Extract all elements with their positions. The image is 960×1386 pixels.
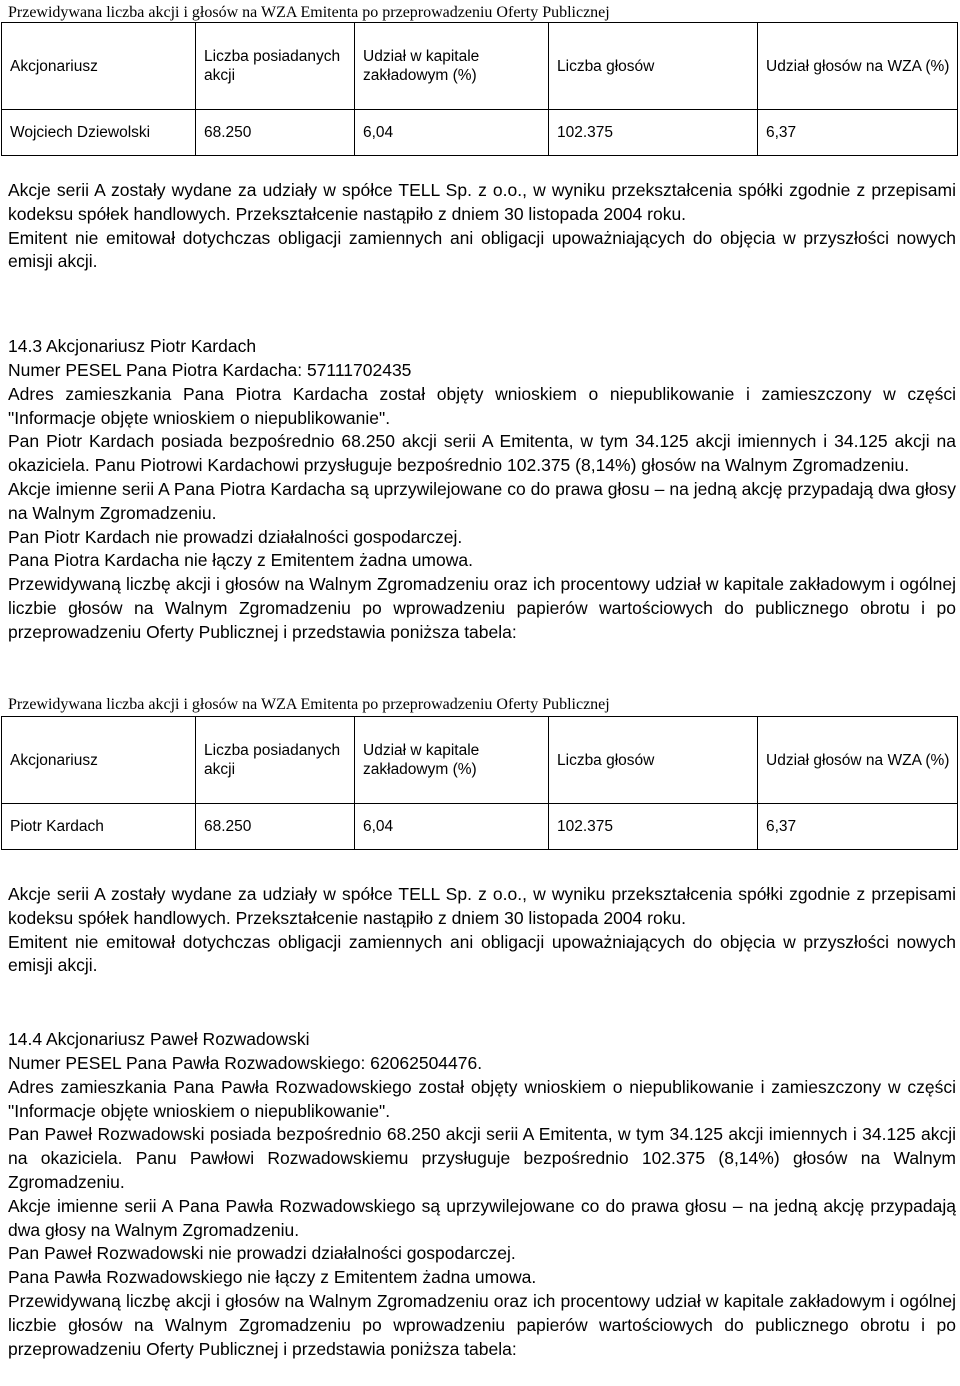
paragraph: Akcje imienne serii A Pana Pawła Rozwadowskiego są uprzywilejowane co do prawa głosu – na jedną akcję przypadają dwa głosy na Walnym Zgromadzeniu. — [8, 1195, 956, 1240]
paragraph: Akcje serii A zostały wydane za udziały w spółce TELL Sp. z o.o., w wyniku przekształcenia spółki zgodnie z przepisami kodeksu spółek handlowych. Przekształcenie nastąpiło z dniem 30 listopada 2004 roku. — [8, 884, 956, 928]
cell-capital-share: 6,04 — [355, 804, 549, 850]
paragraph: Przewidywaną liczbę akcji i głosów na Walnym Zgromadzeniu oraz ich procentowy udział w kapitale zakładowym i ogólnej liczbie głosów na Walnym Zgromadzeniu po wprowadzeniu papierów wartościowych do publicznego obrotu i po przeprowadzeniu Oferty Publicznej i przedstawia poniższa tabela: — [8, 574, 956, 642]
paragraph: Przewidywaną liczbę akcji i głosów na Walnym Zgromadzeniu oraz ich procentowy udział w kapitale zakładowym i ogólnej liczbie głosów na Walnym Zgromadzeniu po wprowadzeniu papierów wartościowych do publicznego obrotu i po przeprowadzeniu Oferty Publicznej i przedstawia poniższa tabela: — [8, 1290, 956, 1359]
header-votes: Liczba głosów — [549, 23, 758, 110]
section-heading: 14.4 Akcjonariusz Paweł Rozwadowski — [8, 1029, 310, 1049]
cell-shares: 68.250 — [196, 110, 355, 156]
cell-vote-share: 6,37 — [758, 110, 958, 156]
paragraph: Emitent nie emitował dotychczas obligacji zamiennych ani obligacji upoważniających do objęcia w przyszłości nowych emisji akcji. — [8, 931, 956, 976]
header-vote-share: Udział głosów na WZA (%) — [758, 23, 958, 110]
table-header-row — [2, 717, 958, 804]
cell-votes: 102.375 — [549, 804, 758, 850]
paragraph: Pan Paweł Rozwadowski posiada bezpośrednio 68.250 akcji serii A Emitenta, w tym 34.125 akcji imiennych i 34.125 akcji na okaziciela. Panu Pawłowi Rozwadowskiemu przysługuje bezpośrednio 102.375 (8,14%) głosów na Walnym Zgromadzeniu. — [8, 1124, 956, 1192]
header-shares: Liczba posiadanych akcji — [196, 23, 355, 110]
paragraph: Adres zamieszkania Pana Piotra Kardacha został objęty wnioskiem o niepublikowanie i zamieszczony w części "Informacje objęte wnioskiem o niepublikowanie". — [8, 383, 956, 428]
header-shares: Liczba posiadanych akcji — [196, 717, 355, 804]
text-block — [8, 179, 956, 274]
text-block — [8, 883, 956, 978]
cell-votes: 102.375 — [549, 110, 758, 156]
section-heading: 14.3 Akcjonariusz Piotr Kardach — [8, 336, 257, 356]
paragraph: Pana Pawła Rozwadowskiego nie łączy z Emitentem żadna umowa. — [8, 1267, 537, 1288]
paragraph: Akcje imienne serii A Pana Piotra Kardacha są uprzywilejowane co do prawa głosu – na jedną akcję przypadają dwa głosy na Walnym Zgromadzeniu. — [8, 478, 956, 523]
paragraph: Pana Piotra Kardacha nie łączy z Emitentem żadna umowa. — [8, 550, 473, 571]
paragraph: Numer PESEL Pana Pawła Rozwadowskiego: 62062504476. — [8, 1053, 483, 1073]
table-caption: Przewidywana liczba akcji i głosów na WZA Emitenta po przeprowadzeniu Oferty Publicznej — [8, 696, 610, 713]
paragraph: Emitent nie emitował dotychczas obligacji zamiennych ani obligacji upoważniających do objęcia w przyszłości nowych emisji akcji. — [8, 227, 956, 272]
header-shareholder: Akcjonariusz — [2, 23, 196, 110]
paragraph: Pan Paweł Rozwadowski nie prowadzi działalności gospodarczej. — [8, 1243, 516, 1264]
cell-shareholder: Wojciech Dziewolski — [2, 110, 196, 156]
paragraph: Akcje serii A zostały wydane za udziały w spółce TELL Sp. z o.o., w wyniku przekształcenia spółki zgodnie z przepisami kodeksu spółek handlowych. Przekształcenie nastąpiło z dniem 30 listopada 2004 roku. — [8, 180, 956, 224]
table-header-row — [2, 23, 958, 110]
header-votes: Liczba głosów — [549, 717, 758, 804]
paragraph: Pan Piotr Kardach nie prowadzi działalności gospodarczej. — [8, 526, 463, 547]
text-block — [8, 359, 956, 645]
text-block — [8, 1052, 956, 1361]
cell-shareholder: Piotr Kardach — [2, 804, 196, 850]
cell-vote-share: 6,37 — [758, 804, 958, 850]
shareholder-table — [1, 716, 958, 850]
table-row — [2, 110, 958, 156]
header-shareholder: Akcjonariusz — [2, 717, 196, 804]
paragraph: Pan Piotr Kardach posiada bezpośrednio 68.250 akcji serii A Emitenta, w tym 34.125 akcji imiennych i 34.125 akcji na okaziciela. Panu Piotrowi Kardachowi przysługuje bezpośrednio 102.375 (8,14%) głosów na Walnym Zgromadzeniu. — [8, 431, 956, 476]
header-capital-share: Udział w kapitale zakładowym (%) — [355, 23, 549, 110]
shareholder-table — [1, 22, 958, 156]
table-row — [2, 804, 958, 850]
cell-capital-share: 6,04 — [355, 110, 549, 156]
header-vote-share: Udział głosów na WZA (%) — [758, 717, 958, 804]
header-capital-share: Udział w kapitale zakładowym (%) — [355, 717, 549, 804]
paragraph: Adres zamieszkania Pana Pawła Rozwadowskiego został objęty wnioskiem o niepublikowanie i zamieszczony w części "Informacje objęte wnioskiem o niepublikowanie". — [8, 1076, 956, 1121]
paragraph: Numer PESEL Pana Piotra Kardacha: 57111702435 — [8, 360, 412, 380]
cell-shares: 68.250 — [196, 804, 355, 850]
table-caption: Przewidywana liczba akcji i głosów na WZA Emitenta po przeprowadzeniu Oferty Publicznej — [8, 4, 610, 21]
